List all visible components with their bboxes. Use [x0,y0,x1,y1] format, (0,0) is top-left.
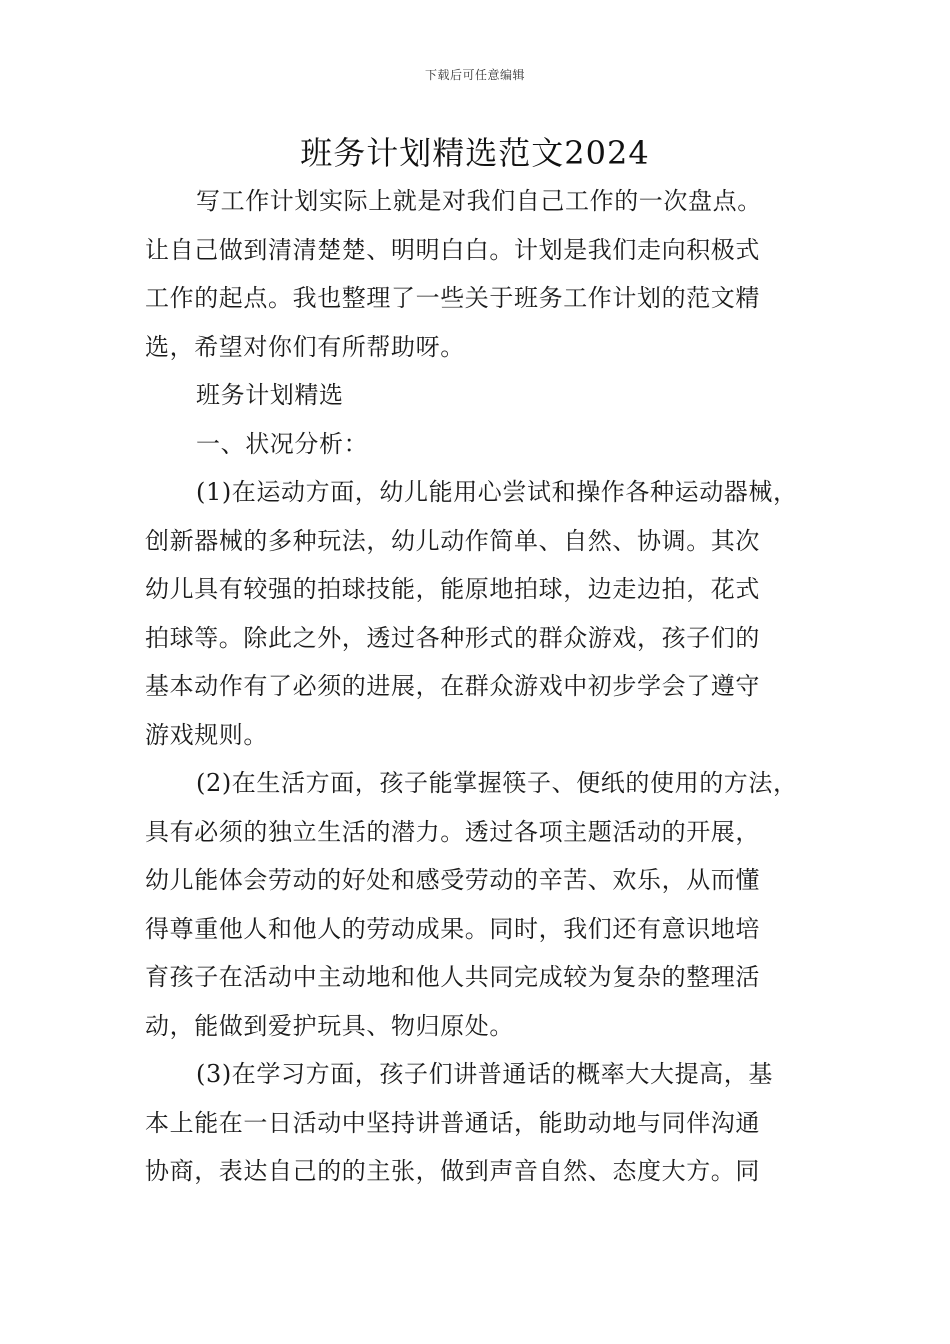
paragraph-line: 幼儿能体会劳动的好处和感受劳动的辛苦、欢乐，从而懂 [145,866,760,894]
paragraph-line: 本上能在一日活动中坚持讲普通话，能助动地与同伴沟通 [145,1108,760,1137]
paragraph-line: 创新器械的多种玩法，幼儿动作简单、自然、协调。其次 [145,526,760,555]
paragraph-line: (3)在学习方面，孩子们讲普通话的概率大大提高，基 [196,1060,773,1088]
section-heading: 一、状况分析： [196,429,369,458]
paragraph-line: (2)在生活方面，孩子能掌握筷子、便纸的使用的方法， [196,769,798,797]
paragraph-line: 游戏规则。 [145,720,268,749]
paragraph-line: 让自己做到清清楚楚、明明白白。计划是我们走向积极式 [145,235,760,264]
header-note: 下载后可任意编辑 [424,68,525,82]
paragraph-line: 得尊重他人和他人的劳动成果。同时，我们还有意识地培 [145,914,760,943]
paragraph-line: 拍球等。除此之外，透过各种形式的群众游戏，孩子们的 [145,623,760,652]
paragraph-line: 协商，表达自己的的主张，做到声音自然、态度大方。同 [145,1157,760,1185]
paragraph-line: 写工作计划实际上就是对我们自己工作的一次盘点。 [196,187,762,215]
paragraph-line: 动，能做到爱护玩具、物归原处。 [145,1011,514,1040]
document-title: 班务计划精选范文2024 [300,134,650,172]
paragraph-line: 具有必须的独立生活的潜力。透过各项主题活动的开展， [145,817,760,846]
paragraph-line: 工作的起点。我也整理了一些关于班务工作计划的范文精 [145,284,760,312]
paragraph-line: 育孩子在活动中主动地和他人共同完成较为复杂的整理活 [145,963,760,991]
section-heading: 班务计划精选 [196,381,344,409]
paragraph-line: 选，希望对你们有所帮助呀。 [145,332,465,361]
paragraph-line: (1)在运动方面，幼儿能用心尝试和操作各种运动器械， [196,478,798,506]
paragraph-line: 幼儿具有较强的拍球技能，能原地拍球，边走边拍，花式 [145,575,760,603]
paragraph-line: 基本动作有了必须的进展，在群众游戏中初步学会了遵守 [145,672,760,700]
document-body [145,177,813,1196]
